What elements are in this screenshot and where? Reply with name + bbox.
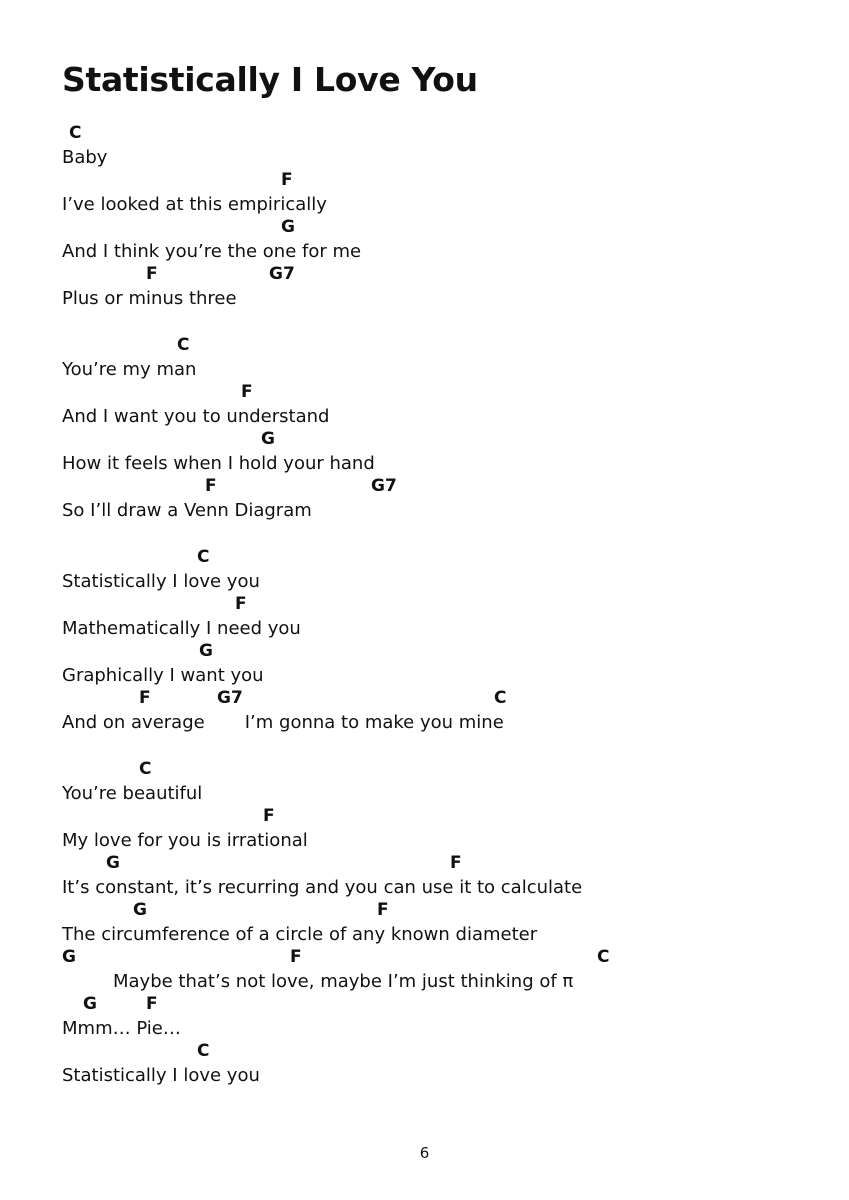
chord: F [139, 688, 151, 708]
chord: G [261, 429, 275, 449]
lyric-line: Graphically I want you [62, 665, 264, 686]
chord: C [597, 947, 610, 967]
page-number: 6 [419, 1144, 430, 1162]
lyric-line: How it feels when I hold your hand [62, 453, 375, 474]
lyric-line: Statistically I love you [62, 571, 260, 592]
lyric-line: And I want you to understand [62, 406, 330, 427]
lyric-line: The circumference of a circle of any known diameter [62, 924, 538, 945]
lyric-line: It’s constant, it’s recurring and you can use it to calculate [62, 877, 583, 898]
chord: G7 [269, 264, 295, 284]
lyric-line: Mathematically I need you [62, 618, 301, 639]
chord: C [197, 1041, 210, 1061]
lyric-line: Maybe that’s not love, maybe I’m just thinking of π [113, 971, 574, 992]
lyric-line: And I think you’re the one for me [62, 241, 362, 262]
chord: G [83, 994, 97, 1014]
chord: G7 [217, 688, 243, 708]
chord: G7 [371, 476, 397, 496]
chord: F [235, 594, 247, 614]
chord: F [263, 806, 275, 826]
chord: C [197, 547, 210, 567]
chord: G [281, 217, 295, 237]
lyric-line: Mmm… Pie… [62, 1018, 181, 1039]
chord: F [205, 476, 217, 496]
chord: F [290, 947, 302, 967]
chord: G [199, 641, 213, 661]
lyric-line: Baby [62, 147, 108, 168]
chord: G [133, 900, 147, 920]
lyric-line: Plus or minus three [62, 288, 237, 309]
chord: G [62, 947, 76, 967]
chord: F [450, 853, 462, 873]
chord: F [281, 170, 293, 190]
lyric-line: My love for you is irrational [62, 830, 308, 851]
lyric-line: And on average I’m gonna to make you mine [62, 712, 504, 733]
chord: F [377, 900, 389, 920]
lyric-line: So I’ll draw a Venn Diagram [62, 500, 312, 521]
chord: F [146, 264, 158, 284]
chord: C [139, 759, 152, 779]
lyric-line: Statistically I love you [62, 1065, 260, 1086]
chord: G [106, 853, 120, 873]
lyric-line: You’re beautiful [62, 783, 203, 804]
chord: C [494, 688, 507, 708]
song-title: Statistically I Love You [62, 60, 478, 99]
lyric-line: You’re my man [62, 359, 197, 380]
chord: C [177, 335, 190, 355]
chord: F [146, 994, 158, 1014]
chord: F [241, 382, 253, 402]
chord: C [69, 123, 82, 143]
lyric-line: I’ve looked at this empirically [62, 194, 327, 215]
